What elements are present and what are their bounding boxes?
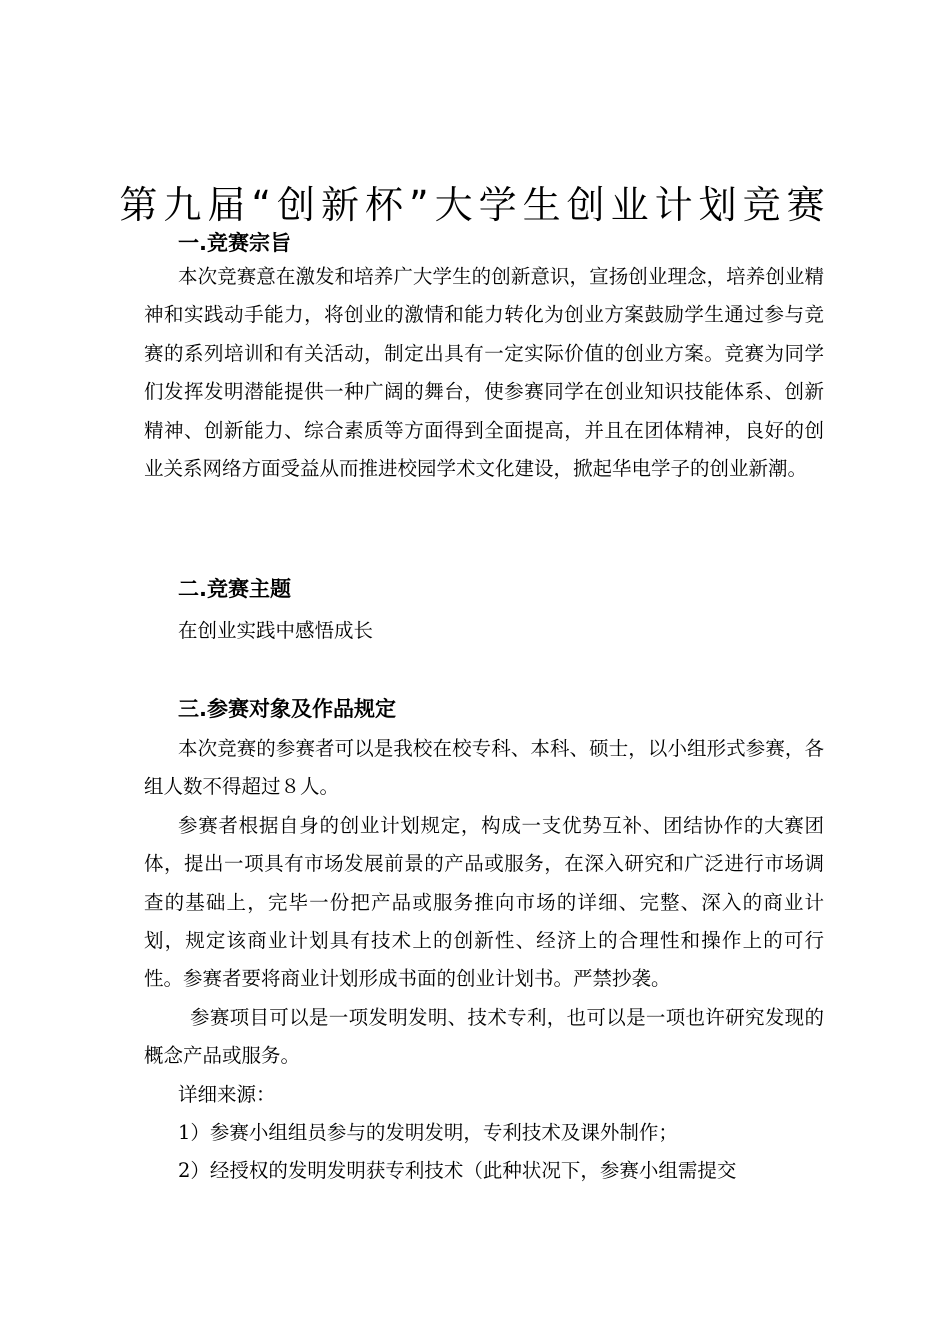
section-heading: 二.竞赛主题	[178, 577, 291, 601]
section-purpose-body	[144, 258, 824, 488]
paragraph: 参赛项目可以是一项发明发明、技术专利，也可以是一项也许研究发现的概念产品或服务。	[144, 1005, 824, 1068]
paragraph: 在创业实践中感悟成长	[178, 619, 374, 642]
source-item: 2）经授权的发明发明获专利技术（此种状况下，参赛小组需提交	[178, 1159, 737, 1183]
paragraph: 本次竞赛意在激发和培养广大学生的创新意识，宣扬创业理念，培养创业精神和实践动手能力，将创业的激情和能力转化为创业方案鼓励学生通过参与竞赛的系列培训和有关活动，制定出具有一定实际价值的创业方案。竞赛为同学们发挥发明潜能提供一种广阔的舞台，使参赛同学在创业知识技能体系、创新精神、创新能力、综合素质等方面得到全面提高，并且在团体精神，良好的创业关系网络方面受益从而推进校园学术文化建设，掀起华电学子的创业新潮。	[144, 265, 824, 481]
section-participants-body	[144, 730, 824, 1191]
section-purpose	[144, 228, 824, 258]
document-title: 第九届“创新杯”大学生创业计划竞赛	[119, 183, 831, 227]
paragraph: 参赛者根据自身的创业计划规定，构成一支优势互补、团结协作的大赛团体，提出一项具有市场发展前景的产品或服务，在深入研究和广泛进行市场调查的基础上，完毕一份把产品或服务推向市场的详细、完整、深入的商业计划，规定该商业计划具有技术上的创新性、经济上的合理性和操作上的可行性。参赛者要将商业计划形成书面的创业计划书。严禁抄袭。	[144, 813, 824, 991]
paragraph: 本次竞赛的参赛者可以是我校在校专科、本科、硕士，以小组形式参赛，各组人数不得超过８人。	[144, 737, 824, 799]
section-heading: 一.竞赛宗旨	[178, 231, 291, 255]
source-label: 详细来源：	[178, 1082, 276, 1106]
source-item: 1）参赛小组组员参与的发明发明，专利技术及课外制作；	[178, 1121, 678, 1145]
section-heading: 三.参赛对象及作品规定	[178, 697, 396, 721]
section-theme	[144, 574, 824, 604]
section-theme-body	[144, 612, 824, 650]
section-participants	[144, 694, 824, 724]
